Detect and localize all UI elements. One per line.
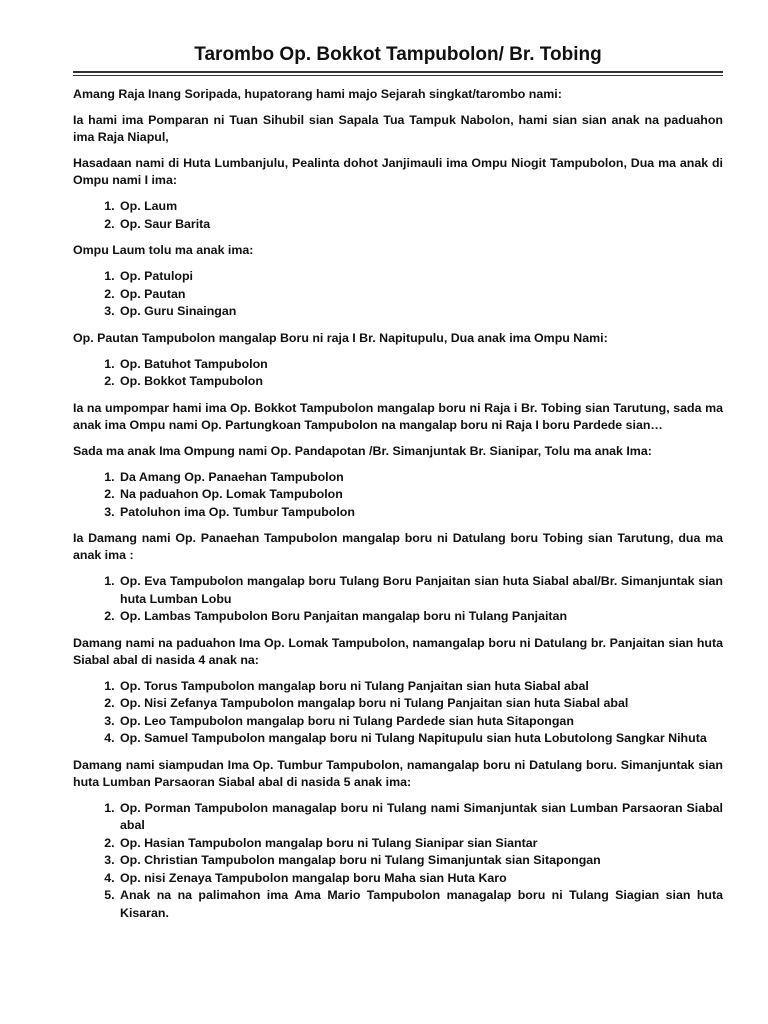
paragraph-op-bokkot: Ia na umpompar hami ima Op. Bokkot Tampubolon mangalap boru ni Raja i Br. Tobing sian Tarutung, sada ma anak ima Ompu nami Op. Partungkoan Tampubolon na mangalap boru ni Raja I boru Pardede sian… (73, 400, 723, 432)
list-item: 2. Op. Nisi Zefanya Tampubolon mangalap boru ni Tulang Panjaitan sian huta Siabal abal (118, 695, 723, 713)
paragraph-hasadaan: Hasadaan nami di Huta Lumbanjulu, Pealinta dohot Janjimauli ima Ompu Niogit Tampubolon, Dua ma anak di Ompu nami I ima: (73, 156, 723, 187)
list-item: 2. Op. Pautan (118, 286, 723, 304)
list-item: 1. Op. Patulopi (118, 268, 723, 286)
paragraph-op-pandapotan: Sada ma anak Ima Ompung nami Op. Pandapotan /Br. Simanjuntak Br. Sianipar, Tolu ma anak Ima: (73, 443, 652, 458)
list-op-pautan-children (73, 356, 723, 391)
paragraph-op-tumbur: Damang nami siampudan Ima Op. Tumbur Tampubolon, namangalap boru ni Datulang boru. Simanjuntak sian huta Lumban Parsaoran Siabal abal di nasida 5 anak ima: (73, 757, 723, 789)
paragraph-intro: Amang Raja Inang Soripada, hupatorang hami majo Sejarah singkat/tarombo nami: (73, 87, 562, 101)
list-op-panaehan-children (73, 573, 723, 626)
document-page (73, 40, 723, 931)
list-ompu-laum-children (73, 268, 723, 321)
list-item: 3. Patoluhon ima Op. Tumbur Tampubolon (118, 504, 723, 522)
list-item: 1. Op. Laum (118, 198, 723, 216)
list-item: 4. Op. Samuel Tampubolon mangalap boru ni Tulang Napitupulu sian huta Lobutolong Sangkar Nihuta (118, 730, 723, 748)
title-rule-thick (73, 71, 723, 73)
list-op-pandapotan-children (73, 469, 723, 522)
document-title: Tarombo Op. Bokkot Tampubolon/ Br. Tobing (194, 44, 602, 65)
list-ompu-niogit-children (73, 198, 723, 233)
list-item: 1. Op. Eva Tampubolon mangalap boru Tulang Boru Panjaitan sian huta Siabal abal/Br. Simanjuntak sian huta Lumban Lobu (118, 573, 723, 608)
list-item: 3. Op. Christian Tampubolon mangalap boru ni Tulang Simanjuntak sian Sitapongan (118, 852, 723, 870)
list-item: 1. Op. Torus Tampubolon mangalap boru ni Tulang Panjaitan sian huta Siabal abal (118, 678, 723, 696)
list-item: 2. Op. Bokkot Tampubolon (118, 373, 723, 391)
list-item: 4. Op. nisi Zenaya Tampubolon mangalap boru Maha sian Huta Karo (118, 870, 723, 888)
list-op-lomak-children (73, 678, 723, 748)
list-item: 1. Da Amang Op. Panaehan Tampubolon (118, 469, 723, 487)
list-item: 2. Op. Saur Barita (118, 216, 723, 234)
list-item: 2. Op. Lambas Tampubolon Boru Panjaitan mangalap boru ni Tulang Panjaitan (118, 608, 723, 626)
paragraph-pomparan: Ia hami ima Pomparan ni Tuan Sihubil sian Sapala Tua Tampuk Nabolon, hami sian sian anak na paduahon ima Raja Niapul, (73, 113, 723, 144)
list-item: 3. Op. Guru Sinaingan (118, 303, 723, 321)
title-rule-thin (73, 75, 723, 76)
paragraph-op-panaehan: Ia Damang nami Op. Panaehan Tampubolon mangalap boru ni Datulang boru Tobing sian Tarutung, dua ma anak ima : (73, 531, 723, 562)
list-item: 1. Op. Porman Tampubolon managalap boru ni Tulang nami Simanjuntak sian Lumban Parsaoran Siabal abal (118, 800, 723, 835)
list-op-tumbur-children (73, 800, 723, 923)
paragraph-op-lomak: Damang nami na paduahon Ima Op. Lomak Tampubolon, namangalap boru ni Datulang br. Panjaitan sian huta Siabal abal di nasida 4 anak na: (73, 635, 723, 667)
list-item: 2. Op. Hasian Tampubolon mangalap boru ni Tulang Sianipar sian Siantar (118, 835, 723, 853)
paragraph-op-pautan: Op. Pautan Tampubolon mangalap Boru ni raja I Br. Napitupulu, Dua anak ima Ompu Nami: (73, 330, 608, 345)
list-item: 3. Op. Leo Tampubolon mangalap boru ni Tulang Pardede sian huta Sitapongan (118, 713, 723, 731)
paragraph-ompu-laum: Ompu Laum tolu ma anak ima: (73, 243, 254, 257)
list-item: 2. Na paduahon Op. Lomak Tampubolon (118, 486, 723, 504)
list-item: 5. Anak na na palimahon ima Ama Mario Tampubolon managalap boru ni Tulang Siagian sian huta Kisaran. (118, 887, 723, 922)
list-item: 1. Op. Batuhot Tampubolon (118, 356, 723, 374)
